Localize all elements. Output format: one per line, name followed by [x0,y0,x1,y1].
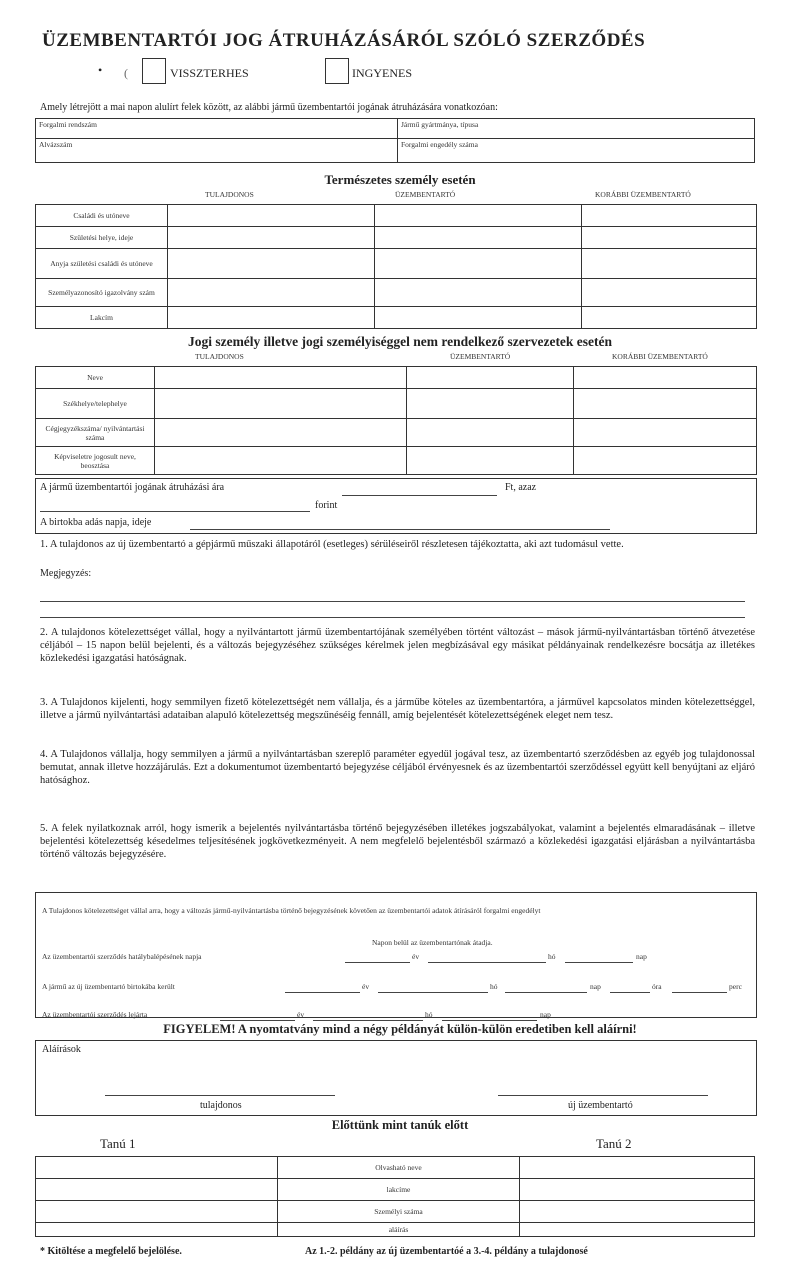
date-line[interactable] [220,1019,295,1021]
expiry-label: Az üzembentartói szerződés lejárta [42,1010,148,1019]
owner-signature-line[interactable] [105,1094,335,1096]
forint-label: forint [315,500,338,511]
hour-label: óra [652,982,662,991]
special-note: Napon belül az üzembentartónak átadja. [372,938,493,947]
reg-field[interactable]: Forgalmi engedély száma [398,139,755,163]
transfer-label: A jármű üzembentartói jogának átruházási ára [40,482,225,493]
natural-row-label: Anyja születési családi és utóneve [36,249,168,279]
year-label: év [297,1010,305,1019]
remark-line[interactable] [40,600,745,602]
natural-row-label: Személyazonosító igazolvány szám [36,279,168,307]
legal-person-heading: Jogi személy illetve jogi személyiséggel nem rendelkező szervezetek esetén [187,334,613,349]
date-line[interactable] [285,991,360,993]
intro-text: Amely létrejött a mai napon alulírt felek között, az alábbi jármű üzembentartói jogának átruházására vonatkozóan: [40,102,498,113]
day-label: nap [636,952,647,961]
natural-cell[interactable] [168,279,375,307]
witness-2-cell[interactable] [520,1201,755,1223]
paragraph-5: 5. A felek nyilatkoznak arról, hogy ismerik a bejelentés nyilvántartásba történő bejegyzésében illetékes jogszabályokat, valamint a bejelentés elmaradásának – illetve bejelentési kötelezettség késedelmes teljesítésének jogkövetkezményeit. A nem megfelelő bejelentésből származó a közlekedési igazgatási eljárásban a nyilvántartásba történő változás bejegyzésére. [40,823,755,860]
chassis-field[interactable]: Alvázszám [36,139,398,163]
natural-col-prev: KORÁBBI ÜZEMBENTARTÓ [595,190,691,199]
witness-table [35,1156,755,1237]
legal-cell[interactable] [155,367,407,389]
plate-field[interactable]: Forgalmi rendszám [36,119,398,139]
legal-row-label: Képviseletre jogosult neve, beosztása [36,447,155,475]
legal-cell[interactable] [574,389,757,419]
date-line[interactable] [565,961,633,963]
legal-row-label: Neve [36,367,155,389]
handover-line[interactable] [190,528,610,530]
natural-cell[interactable] [168,307,375,329]
natural-cell[interactable] [375,307,582,329]
paragraph-2: 2. A tulajdonos kötelezettséget vállal, hogy a nyilvántartott jármű üzembentartójának személyében történt változást – mások jármű-nyilvántartásban történő átvezetése céljából – 15 napon belül bejelenti, és a változás bejegyzéséhez szükséges kérelmek jelen megbízásával egy másikat példányainak rendelkezésre bocsátja az illetékes közlekedési igazgatási hatóságnak. [40,627,755,664]
time-line[interactable] [610,991,650,993]
natural-person-table [35,204,757,329]
free-checkbox[interactable] [325,58,349,84]
month-label: hó [490,982,498,991]
legal-cell[interactable] [407,367,574,389]
signature-box [35,1040,757,1116]
paragraph-4: 4. A Tulajdonos vállalja, hogy semmilyen a jármű a nyilvántartásban szereplő paraméter egyedül jogával tesz, az üzembentartó szerződésben az egyéb jog tulajdonossal bemutat, annak illetve hozzájárulás. Ezt a dokumentumot üzembentartó bejegyzése céljából érvényesnek és az üzembentartói szerződéssel együtt kell benyújtani az eljáró hatósághoz. [40,749,755,786]
witness-heading: Előttünk mint tanúk előtt [331,1118,469,1132]
natural-row-label: Lakcím [36,307,168,329]
witness-1-cell[interactable] [36,1201,278,1223]
option-bracket: ( [124,66,128,80]
natural-cell[interactable] [582,249,757,279]
legal-cell[interactable] [155,419,407,447]
day-label: nap [540,1010,551,1019]
legal-col-owner: TULAJDONOS [195,352,244,361]
date-line[interactable] [505,991,587,993]
year-label: év [362,982,370,991]
ft-label: Ft, azaz [505,482,537,493]
transfer-words-line[interactable] [40,510,310,512]
paragraph-1: 1. A tulajdonos az új üzembentartó a gépjármű műszaki állapotáról (esetleges) sérüléseiről részletesen tájékoztatta, aki azt tudomásul vette. [40,539,624,550]
natural-cell[interactable] [168,227,375,249]
witness-1-cell[interactable] [36,1157,278,1179]
date-line[interactable] [378,991,488,993]
owner-caption: tulajdonos [200,1100,242,1111]
natural-cell[interactable] [582,307,757,329]
legal-row-label: Cégjegyzékszáma/ nyilvántartási száma [36,419,155,447]
natural-cell[interactable] [582,205,757,227]
document-title: ÜZEMBENTARTÓI JOG ÁTRUHÁZÁSÁRÓL SZÓLÓ SZERZŐDÉS [42,30,646,51]
time-line[interactable] [672,991,727,993]
legal-cell[interactable] [407,447,574,475]
legal-cell[interactable] [407,419,574,447]
legal-row-label: Székhelye/telephelye [36,389,155,419]
witness-row-label: Olvasható neve [278,1157,520,1179]
witness-2-cell[interactable] [520,1179,755,1201]
vehicle-table [35,118,755,163]
natural-cell[interactable] [168,205,375,227]
month-label: hó [425,1010,433,1019]
transfer-amount-line[interactable] [342,494,497,496]
witness-2-cell[interactable] [520,1223,755,1237]
legal-cell[interactable] [155,447,407,475]
day-label: nap [590,982,601,991]
date-line[interactable] [345,961,410,963]
year-label: év [412,952,420,961]
natural-cell[interactable] [375,279,582,307]
witness-row-label: Személyi száma [278,1201,520,1223]
bullet: • [98,63,103,77]
footer-note-right: Az 1.-2. példány az új üzembentartóé a 3.-4. példány a tulajdonosé [305,1246,588,1257]
legal-cell[interactable] [574,367,757,389]
special-lead: A Tulajdonos kötelezettséget vállal arra, hogy a változás jármű-nyilvántartásba történő bejegyzésének követően az üzembentartói adatok átírásáról forgalmi engedélyt [42,906,541,915]
natural-cell[interactable] [582,279,757,307]
witness-2-label: Tanú 2 [596,1136,632,1151]
month-label: hó [548,952,556,961]
minute-label: perc [729,982,742,991]
witness-1-cell[interactable] [36,1223,278,1237]
make-field[interactable]: Jármű gyártmánya, típusa [398,119,755,139]
natural-cell[interactable] [582,227,757,249]
natural-row-label: Családi és utóneve [36,205,168,227]
legal-col-user: ÜZEMBENTARTÓ [450,352,511,361]
natural-cell[interactable] [375,205,582,227]
legal-cell[interactable] [574,447,757,475]
witness-row-label: aláírás [278,1223,520,1237]
legal-person-table [35,366,757,475]
free-label: INGYENES [352,66,412,80]
witness-1-cell[interactable] [36,1179,278,1201]
signatures-label: Aláírások [42,1044,81,1055]
natural-cell[interactable] [168,249,375,279]
user-caption: új üzembentartó [568,1100,633,1111]
handover-label: A birtokba adás napja, ideje [40,517,152,528]
natural-row-label: Születési helye, ideje [36,227,168,249]
paid-label: VISSZTERHES [170,66,249,80]
natural-col-owner: TULAJDONOS [205,190,254,199]
footer-note-left: * Kitöltése a megfelelő bejelölése. [40,1246,182,1257]
witness-row-label: lakcíme [278,1179,520,1201]
date-line[interactable] [442,1019,537,1021]
natural-cell[interactable] [375,249,582,279]
legal-cell[interactable] [574,419,757,447]
remark-line[interactable] [40,616,745,618]
effective-label: Az üzembentartói szerződés hatálybalépésének napja [42,952,202,961]
paragraph-3: 3. A Tulajdonos kijelenti, hogy semmilyen fizető kötelezettségét nem vállalja, és a járműbe köteles az üzembentartóra, a járművel kapcsolatos minden kötelezettséggel, illetve a jármű nyilvántartási adataiban alapuló kötelezettség megszűnéséig fennáll, amíg bejelentését kötelezettségének eleget nem tesz. [40,697,755,721]
natural-person-heading: Természetes személy esetén [324,172,476,187]
legal-cell[interactable] [407,389,574,419]
warning-text: FIGYELEM! A nyomtatvány mind a négy példányát külön-külön eredetiben kell aláírni! [163,1022,637,1036]
date-line[interactable] [428,961,546,963]
legal-cell[interactable] [155,389,407,419]
possession-label: A jármű az új üzembentartó birtokába került [42,982,175,991]
witness-2-cell[interactable] [520,1157,755,1179]
user-signature-line[interactable] [498,1094,708,1096]
date-line[interactable] [313,1019,423,1021]
paid-checkbox[interactable] [142,58,166,84]
legal-col-prev: KORÁBBI ÜZEMBENTARTÓ [612,352,708,361]
witness-1-label: Tanú 1 [100,1136,136,1151]
natural-col-user: ÜZEMBENTARTÓ [395,190,456,199]
remark-label: Megjegyzés: [40,568,92,579]
natural-cell[interactable] [375,227,582,249]
